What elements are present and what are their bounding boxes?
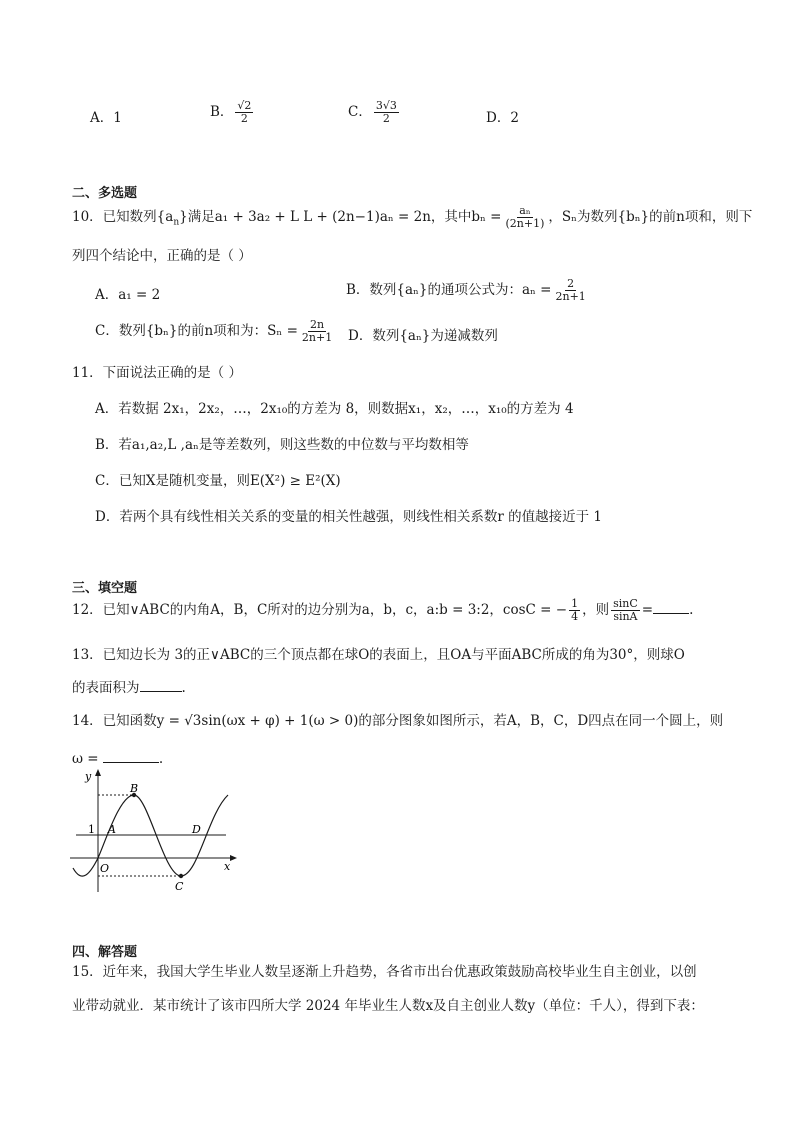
q14-text: ω = bbox=[72, 751, 99, 767]
x-axis-label: x bbox=[224, 860, 231, 873]
fraction-denominator: 2n+1 bbox=[555, 290, 586, 303]
fraction-numerator: 2 bbox=[567, 277, 575, 290]
q13-text: 的表面积为 bbox=[72, 680, 140, 696]
q11-stem: 11．下面说法正确的是（ ） bbox=[72, 365, 242, 381]
q10-option-b-text: B．数列{aₙ}的通项公式为：aₙ = bbox=[346, 282, 552, 298]
q9-option-d: D．2 bbox=[486, 110, 519, 126]
q13-stem-line2: 的表面积为 . bbox=[72, 677, 186, 697]
fraction-denominator: (2n+1) bbox=[505, 217, 545, 230]
sine-curve bbox=[73, 795, 228, 876]
q11-option-c: C．已知X是随机变量，则E(X²) ≥ E²(X) bbox=[95, 473, 341, 489]
q14-stem-line1: 14．已知函数y = √3sin(ωx + φ) + 1(ω > 0)的部分图象如图所示，若A，B，C，D四点在同一个圆上，则 bbox=[72, 713, 724, 729]
q11-option-b: B．若a₁,a₂,L ,aₙ是等差数列，则这些数的中位数与平均数相等 bbox=[95, 437, 469, 453]
q15-stem-line1: 15．近年来，我国大学生毕业人数呈逐渐上升趋势，各省市出台优惠政策鼓励高校毕业生自主创业，以创 bbox=[72, 964, 697, 980]
q9-option-b-fraction bbox=[235, 100, 253, 125]
q12-text-part1: 12．已知∨ABC的内角A，B，C所对的边分别为a，b，c，a:b = 3:2，cosC = − bbox=[72, 602, 568, 618]
fraction-denominator: 4 bbox=[571, 610, 579, 623]
q9-option-c-prefix: C． bbox=[348, 104, 372, 120]
section-title-solution: 四、解答题 bbox=[72, 944, 138, 959]
q10-option-c-fraction bbox=[300, 319, 334, 344]
fraction-denominator: 2n+1 bbox=[301, 331, 333, 344]
q12-fraction-sine-ratio bbox=[611, 598, 640, 623]
section-title-multiple-choice: 二、多选题 bbox=[72, 185, 138, 200]
point-d-label: D bbox=[192, 823, 201, 836]
q10-stem-part3: ，Sₙ为数列{bₙ}的前n项和，则下 bbox=[548, 209, 753, 225]
point-c-marker bbox=[179, 874, 183, 878]
y-axis-arrow-icon bbox=[95, 769, 101, 776]
q14-answer-blank[interactable] bbox=[103, 748, 159, 763]
q15-stem-line2: 业带动就业．某市统计了该市四所大学 2024 年毕业生人数x及自主创业人数y（单位：千人），得到下表： bbox=[72, 998, 704, 1014]
q14-stem-line2: ω = . bbox=[72, 748, 163, 768]
sine-function-graph bbox=[68, 766, 244, 896]
q9-option-a: A．1 bbox=[90, 110, 122, 126]
q11-option-d: D．若两个具有线性相关关系的变量的相关性越强，则线性相关系数r 的值越接近于 1 bbox=[95, 509, 602, 525]
q12-stem: 12．已知∨ABC的内角A，B，C所对的边分别为a，b，c，a:b = 3:2，cosC = − $\frac{1}{4}$ ，则 $\frac{\sin C}{\sin A}$ = . bbox=[72, 597, 694, 623]
q10-stem-part1: 10．已知数列{a bbox=[72, 209, 174, 225]
q12-answer-blank[interactable] bbox=[653, 599, 689, 614]
q11-option-a: A．若数据 2x₁，2x₂，…，2x₁₀的方差为 8，则数据x₁，x₂，…，x₁₀的方差为 4 bbox=[95, 401, 574, 417]
q10-option-c bbox=[95, 319, 336, 344]
q9-option-c bbox=[348, 100, 401, 125]
q10-option-b-fraction bbox=[553, 278, 587, 303]
fraction-numerator: sinC bbox=[613, 597, 638, 610]
fraction-numerator: aₙ bbox=[519, 204, 531, 217]
tick-label-one: 1 bbox=[88, 823, 95, 836]
origin-label: O bbox=[100, 862, 110, 875]
point-a-label: A bbox=[108, 823, 116, 836]
x-axis-arrow-icon bbox=[230, 855, 237, 861]
q10-option-b bbox=[346, 278, 590, 303]
q9-option-c-fraction bbox=[374, 100, 399, 125]
q9-option-b-prefix: B． bbox=[210, 104, 234, 120]
fraction-numerator: 3√3 bbox=[375, 99, 397, 112]
fraction-denominator: sinA bbox=[613, 610, 638, 623]
y-axis-label: y bbox=[85, 770, 92, 783]
q10-option-d: D．数列{aₙ}为递减数列 bbox=[348, 328, 498, 344]
point-c-label: C bbox=[175, 880, 184, 893]
q10-option-a: A．a₁ = 2 bbox=[95, 287, 161, 303]
q12-fraction-quarter bbox=[569, 598, 580, 623]
q10-stem-line2: 列四个结论中，正确的是（ ） bbox=[72, 248, 252, 264]
q12-text-part3: = bbox=[641, 602, 654, 618]
q13-answer-blank[interactable] bbox=[140, 677, 182, 692]
point-b-label: B bbox=[130, 782, 139, 795]
fraction-numerator: √2 bbox=[237, 99, 252, 112]
q10-stem-part2: }满足a₁ + 3a₂ + L L + (2n−1)aₙ = 2n，其中bₙ = bbox=[179, 209, 502, 225]
q10-stem-line1: 10．已知数列$\{a_n\}$满足a₁ + 3a₂ + L L + (2n−1)aₙ = 2n，其中bₙ = $\frac{\text{aₙ}}{(2n+1)}$ ，Sₙ为数列{bₙ}的前n项和，则下 bbox=[72, 204, 753, 230]
q12-text-part2: ，则 bbox=[582, 602, 610, 618]
section-title-fill-in-blank: 三、填空题 bbox=[72, 580, 138, 595]
q10-bn-fraction bbox=[504, 205, 547, 230]
fraction-numerator: 2n bbox=[310, 318, 325, 331]
fraction-denominator: 2 bbox=[382, 112, 390, 125]
fraction-denominator: 2 bbox=[240, 112, 248, 125]
fraction-numerator: 1 bbox=[571, 597, 579, 610]
q13-stem-line1: 13．已知边长为 3的正∨ABC的三个顶点都在球O的表面上，且OA与平面ABC所成的角为30°，则球O bbox=[72, 647, 685, 663]
q10-option-c-text: C．数列{bₙ}的前n项和为：Sₙ = bbox=[95, 323, 298, 339]
q9-option-b bbox=[210, 100, 255, 125]
